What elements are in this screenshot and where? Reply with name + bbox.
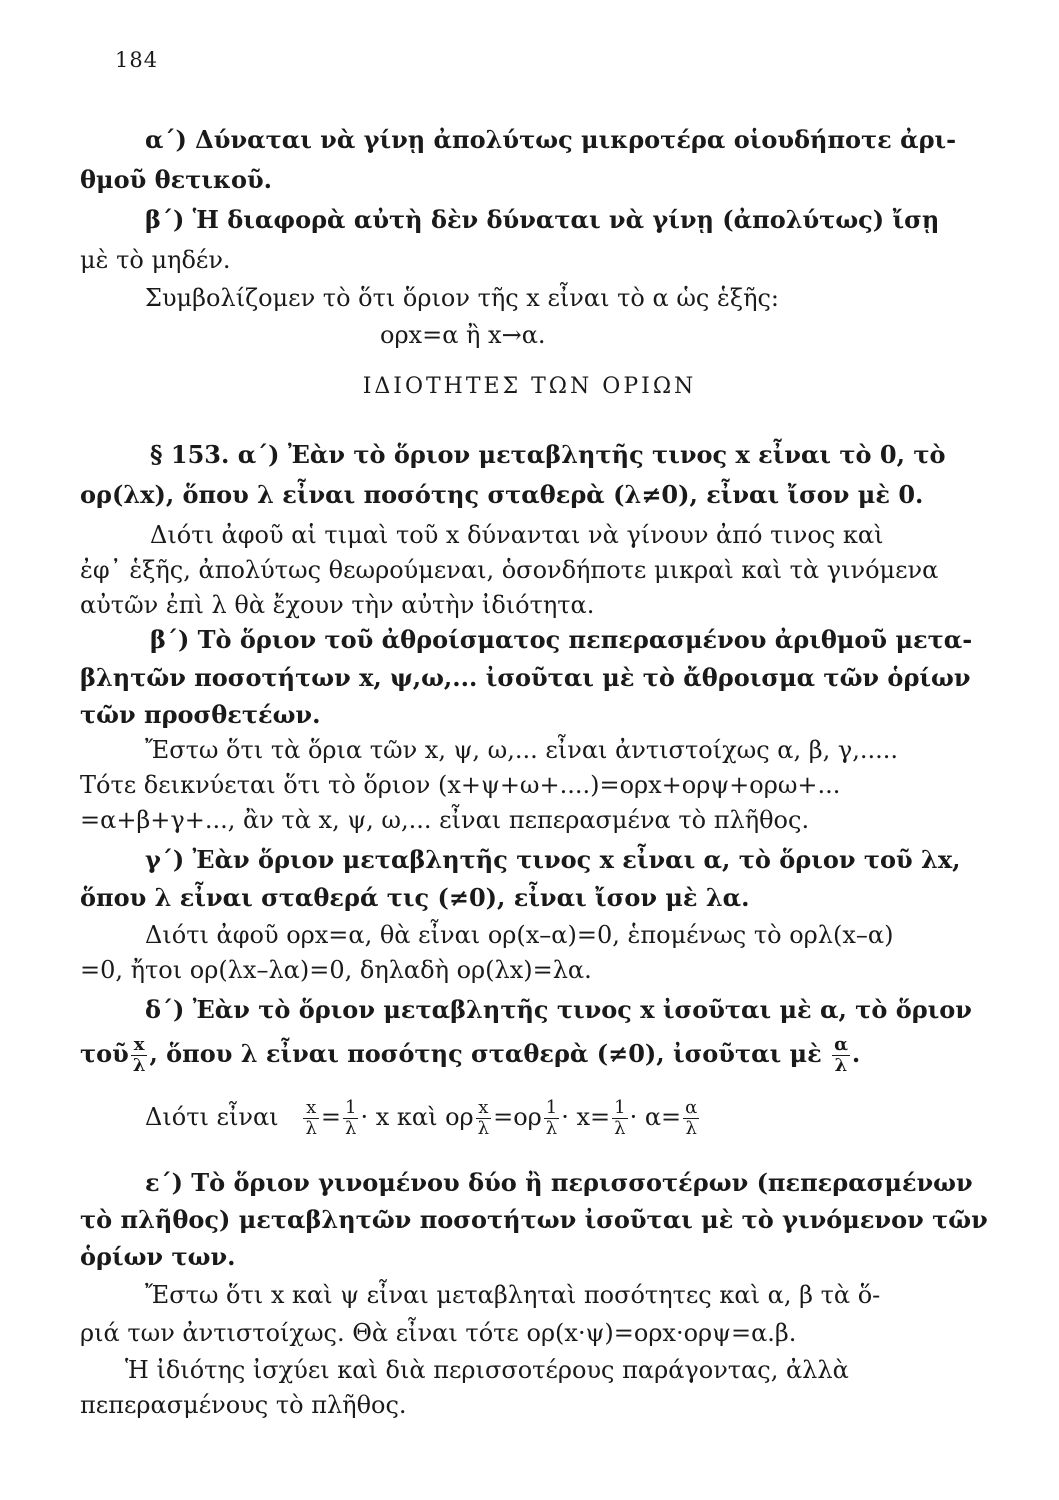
fraction: $\frac{x}{\lambda}$ (477, 1097, 490, 1139)
text-line: Συμβολίζομεν τὸ ὅτι ὅριον τῆς x εἶναι τὸ α ὡς ἑξῆς: (145, 284, 779, 312)
text-line: πεπερασμένους τὸ πλῆθος. (80, 1391, 407, 1419)
text-line: ὅπου λ εἶναι σταθερά τις (≠0), εἶναι ἴσον μὲ λα. (80, 883, 750, 912)
text-line: γ΄) Ἐὰν ὅριον μεταβλητῆς τινος x εἶναι α, τὸ ὅριον τοῦ λx, (145, 845, 961, 874)
text-line: Ἔστω ὅτι τὰ ὅρια τῶν x, ψ, ω,... εἶναι ἀντιστοίχως α, β, γ,..... (145, 736, 898, 764)
fraction: $\frac{1}{\lambda}$ (344, 1097, 357, 1139)
text-line: Ἡ ἰδιότης ἰσχύει καὶ διὰ περισσοτέρους παράγοντας, ἀλλὰ (125, 1356, 849, 1384)
text-line: α΄) Δύναται νὰ γίνῃ ἀπολύτως μικροτέρα οἱουδήποτε ἀρι- (145, 125, 957, 154)
text-line: τῶν προσθετέων. (80, 700, 321, 729)
fraction: $\frac{1}{\lambda}$ (545, 1097, 558, 1139)
text-line: Διότι ἀφοῦ ορx=α, θὰ εἶναι ορ(x–α)=0, ἑπομένως τὸ ορλ(x–α) (145, 921, 894, 949)
page-number: 184 (115, 48, 159, 72)
text-line: ἐφ᾿ ἑξῆς, ἀπολύτως θεωρούμεναι, ὁσονδήποτε μικραὶ καὶ τὰ γινόμενα (80, 556, 939, 584)
fraction: $\frac{x}{\lambda}$ (305, 1097, 317, 1139)
text-line: β΄) Τὸ ὅριον τοῦ ἀθροίσματος πεπερασμένου ἀριθμοῦ μετα- (150, 625, 973, 654)
text-line: ριά των ἀντιστοίχως. Θὰ εἶναι τότε ορ(x·ψ)=ορx·ορψ=α.β. (80, 1319, 797, 1347)
proof-line: Διότι εἶναι $\frac{x}{\lambda}$ = $\frac{1}{\lambda}$ · x καὶ ορ $\frac{x}{\lambda}$ =ορ $\frac{1}{\lambda}$ · x= $\frac{1}{\lambda}$ · α= $\frac{\alpha}{\lambda}$ (145, 1097, 698, 1139)
text-line: Τότε δεικνύεται ὅτι τὸ ὅριον (x+ψ+ω+....)=ορx+ορψ+ορω+... (80, 771, 841, 799)
text-line: Ἔστω ὅτι x καὶ ψ εἶναι μεταβληταὶ ποσότητες καὶ α, β τὰ ὅ- (145, 1281, 881, 1309)
text-line: § 153. α΄) Ἐὰν τὸ ὅριον μεταβλητῆς τινος x εἶναι τὸ 0, τὸ (150, 440, 946, 469)
delta-line (80, 1035, 1059, 1076)
text-line: βλητῶν ποσοτήτων x, ψ,ω,... ἰσοῦται μὲ τὸ ἄθροισμα τῶν ὁρίων (80, 663, 971, 692)
fraction: $\frac{1}{\lambda}$ (614, 1097, 626, 1139)
fraction: $\frac{\alpha}{\lambda}$ (834, 1034, 848, 1076)
text-line: Διότι ἀφοῦ αἱ τιμαὶ τοῦ x δύνανται νὰ γίνουν ἀπό τινος καὶ (150, 521, 884, 549)
fraction: $\frac{x}{\lambda}$ (132, 1034, 146, 1076)
text-line: =0, ἤτοι ορ(λx–λα)=0, δηλαδὴ ορ(λx)=λα. (80, 956, 592, 984)
text-line: δ΄) Ἐὰν τὸ ὅριον μεταβλητῆς τινος x ἰσοῦται μὲ α, τὸ ὅριον (145, 995, 972, 1024)
text-line: ε΄) Τὸ ὅριον γινομένου δύο ἢ περισσοτέρων (πεπερασμένων (145, 1168, 973, 1197)
text-line: ορ(λx), ὅπου λ εἶναι ποσότης σταθερὰ (λ≠0), εἶναι ἴσον μὲ 0. (80, 480, 924, 509)
delta-pre: τοῦ (80, 1039, 129, 1068)
formula-line: ορx=α ἢ x→α. (380, 321, 546, 349)
delta-post: . (851, 1039, 861, 1068)
text-line: =α+β+γ+..., ἂν τὰ x, ψ, ω,... εἶναι πεπερασμένα τὸ πλῆθος. (80, 806, 810, 834)
section-heading: ΙΔΙΟΤΗΤΕΣ ΤΩΝ ΟΡΙΩΝ (362, 374, 697, 399)
delta-mid: , ὅπου λ εἶναι ποσότης σταθερὰ (≠0), ἰσοῦται μὲ (149, 1039, 822, 1068)
fraction: $\frac{\alpha}{\lambda}$ (685, 1097, 698, 1139)
text-line: αὐτῶν ἐπὶ λ θὰ ἔχουν τὴν αὐτὴν ἰδιότητα. (80, 591, 595, 619)
text-line: ὁρίων των. (80, 1242, 236, 1271)
text-line: μὲ τὸ μηδέν. (80, 246, 231, 274)
text-line: τὸ πλῆθος) μεταβλητῶν ποσοτήτων ἰσοῦται μὲ τὸ γινόμενον τῶν (80, 1205, 988, 1234)
text-line: β΄) Ἡ διαφορὰ αὐτὴ δὲν δύναται νὰ γίνῃ (ἀπολύτως) ἴσῃ (145, 205, 940, 234)
text-line: θμοῦ θετικοῦ. (80, 165, 272, 194)
